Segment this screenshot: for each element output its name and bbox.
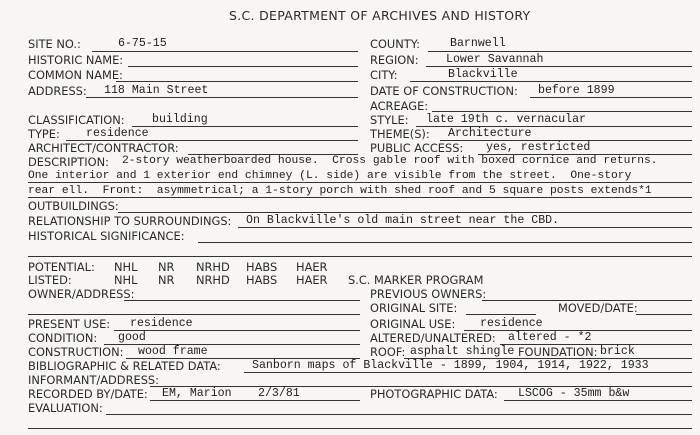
city-line [410, 81, 692, 82]
style-value: late 19th c. vernacular [426, 113, 587, 126]
architect-label: ARCHITECT/CONTRACTOR: [28, 141, 179, 155]
present-use-label: PRESENT USE: [28, 317, 111, 331]
theme-label: THEME(S): [370, 127, 430, 141]
evaluation-line-2 [28, 428, 692, 429]
photo-value: LSCOG - 35mm b&w [518, 387, 630, 400]
description-line-3-rule [28, 197, 692, 198]
listed-habs: HABS [246, 273, 278, 287]
listed-haer: HAER [296, 273, 328, 287]
type-label: TYPE: [28, 127, 60, 141]
historic-name-label: HISTORIC NAME: [28, 53, 124, 67]
theme-value: Architecture [448, 127, 532, 140]
original-site-line [466, 314, 536, 315]
foundation-label: FOUNDATION: [518, 345, 598, 359]
present-use-line [114, 330, 360, 331]
potential-nhl: NHL [114, 260, 138, 274]
original-use-value: residence [480, 317, 543, 330]
historic-name-line [128, 66, 358, 67]
significance-line-2 [28, 256, 692, 257]
potential-haer: HAER [296, 260, 328, 274]
listed-nr: NR [158, 273, 175, 287]
classification-value: building [152, 113, 208, 126]
description-line-2: One interior and 1 exterior end chimney (L. side) are visible from the street. One-story [28, 170, 632, 182]
acreage-label: ACREAGE: [370, 99, 429, 113]
recorded-by-value: EM, Marion [162, 387, 232, 400]
original-site-label: ORIGINAL SITE: [370, 301, 458, 315]
listed-nhl: NHL [114, 273, 138, 287]
potential-label: POTENTIAL: [28, 260, 95, 274]
evaluation-line [106, 414, 692, 415]
city-label: CITY: [370, 68, 398, 82]
listed-nrhd: NRHD [196, 273, 230, 287]
outbuildings-line [118, 212, 692, 213]
roof-label: ROOF: [370, 345, 406, 359]
biblio-label: BIBLIOGRAPHIC & RELATED DATA: [28, 359, 221, 373]
construction-value: wood frame [138, 345, 208, 358]
type-value: residence [86, 127, 149, 140]
region-line [426, 66, 692, 67]
condition-value: good [118, 331, 146, 344]
site-no-value: 6-75-15 [118, 37, 167, 50]
style-label: STYLE: [370, 113, 409, 127]
previous-owners-label: PREVIOUS OWNERS: [370, 287, 487, 301]
acreage-line [432, 111, 692, 112]
recorded-label: RECORDED BY/DATE: [28, 387, 148, 401]
site-no-label: SITE NO.: [28, 37, 81, 51]
owner-label: OWNER/ADDRESS: [28, 287, 135, 301]
classification-line [132, 126, 358, 127]
city-value: Blackville [448, 68, 518, 81]
biblio-value: Sanborn maps of Blackville - 1899, 1904, 1914, 1922, 1933 [252, 359, 649, 372]
county-line [428, 51, 692, 52]
date-line [530, 97, 692, 98]
significance-line [198, 242, 692, 243]
description-line-3: rear ell. Front: asymmetrical; a 1-story porch with shed roof and 5 square posts extends*1 [28, 185, 652, 197]
region-value: Lower Savannah [446, 53, 544, 66]
address-line [86, 97, 358, 98]
site-no-line [92, 51, 358, 52]
relationship-label: RELATIONSHIP TO SURROUNDINGS: [28, 214, 232, 228]
photo-label: PHOTOGRAPHIC DATA: [370, 387, 498, 401]
significance-label: HISTORICAL SIGNIFICANCE: [28, 229, 185, 243]
potential-nrhd: NRHD [196, 260, 230, 274]
original-use-label: ORIGINAL USE: [370, 317, 456, 331]
description-line-1: 2-story weatherboarded house. Cross gable roof with boxed cornice and returns. [122, 155, 658, 167]
region-label: REGION: [370, 53, 419, 67]
common-name-line [116, 81, 358, 82]
recorded-line [150, 400, 360, 401]
photo-line [504, 400, 692, 401]
address-label: ADDRESS: [28, 84, 87, 98]
address-value: 118 Main Street [104, 84, 209, 97]
classification-label: CLASSIFICATION: [28, 113, 125, 127]
relationship-value: On Blackville's old main street near the CBD. [246, 214, 560, 227]
description-label: DESCRIPTION: [28, 155, 109, 169]
biblio-line [244, 372, 692, 373]
owner-line-2 [28, 314, 360, 315]
listed-label: LISTED: [28, 273, 72, 287]
public-access-value: yes, restricted [486, 141, 591, 154]
date-label: DATE OF CONSTRUCTION: [370, 84, 518, 98]
potential-habs: HABS [246, 260, 278, 274]
construction-label: CONSTRUCTION: [28, 345, 124, 359]
relationship-line [238, 227, 692, 228]
potential-nr: NR [158, 260, 175, 274]
county-value: Barnwell [450, 37, 506, 50]
altered-label: ALTERED/UNALTERED: [370, 331, 496, 345]
outbuildings-label: OUTBUILDINGS: [28, 199, 119, 213]
county-label: COUNTY: [370, 37, 421, 51]
form-header: S.C. DEPARTMENT OF ARCHIVES AND HISTORY [229, 8, 531, 23]
common-name-label: COMMON NAME: [28, 68, 123, 82]
public-access-label: PUBLIC ACCESS: [370, 141, 464, 155]
roof-value: asphalt shingle [410, 345, 515, 358]
moved-date-label: MOVED/DATE: [558, 301, 638, 315]
present-use-value: residence [130, 317, 193, 330]
description-line-2-rule [28, 182, 692, 183]
moved-date-line [636, 314, 692, 315]
marker-program-label: S.C. MARKER PROGRAM [348, 273, 484, 287]
recorded-date-value: 2/3/81 [258, 387, 300, 400]
owner-line [124, 300, 360, 301]
date-value: before 1899 [538, 84, 615, 97]
condition-label: CONDITION: [28, 331, 98, 345]
evaluation-label: EVALUATION: [28, 401, 103, 415]
informant-label: INFORMANT/ADDRESS: [28, 373, 159, 387]
altered-value: altered - *2 [508, 331, 592, 344]
foundation-value: brick [600, 345, 635, 358]
